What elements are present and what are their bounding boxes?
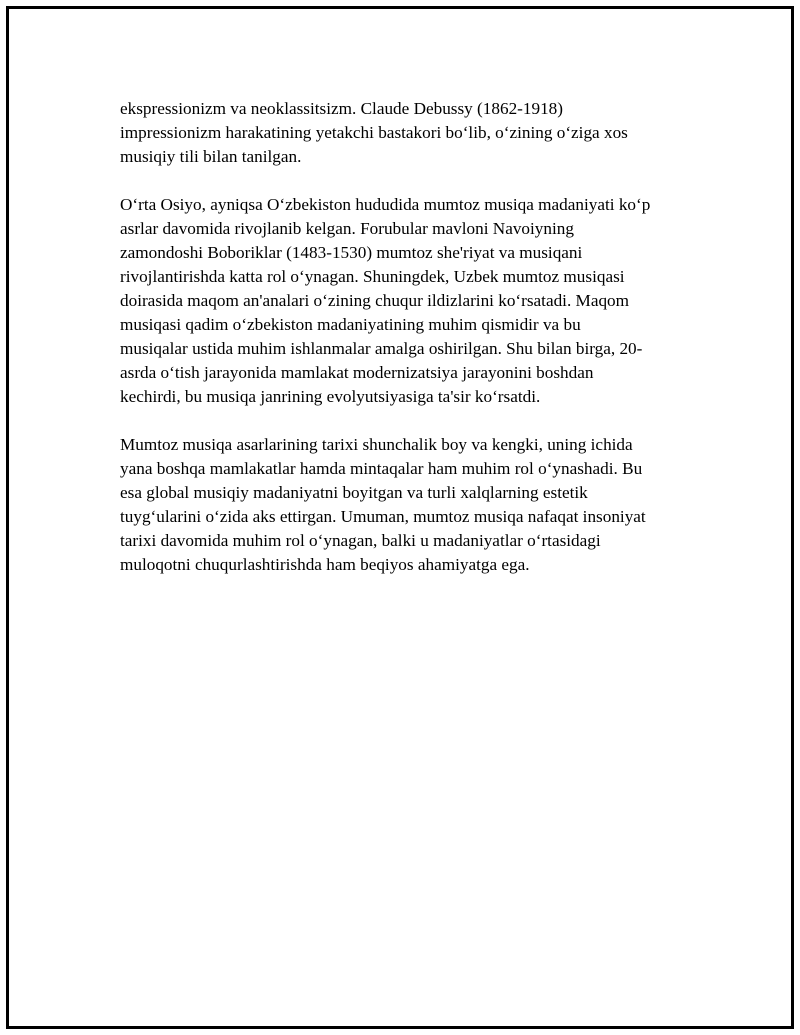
text-line: asrda o‘tish jarayonida mamlakat modernizatsiya jarayonini boshdan [120, 363, 594, 382]
paragraph-3 [120, 433, 700, 577]
text-line: O‘rta Osiyo, ayniqsa O‘zbekiston hududida mumtoz musiqa madaniyati ko‘p [120, 195, 651, 214]
text-line: asrlar davomida rivojlanib kelgan. Forubular mavloni Navoiyning [120, 219, 574, 238]
text-line: rivojlantirishda katta rol o‘ynagan. Shuningdek, Uzbek mumtoz musiqasi [120, 267, 625, 286]
document-body [120, 97, 700, 601]
text-line: esa global musiqiy madaniyatni boyitgan va turli xalqlarning estetik [120, 483, 588, 502]
text-line: zamondoshi Boboriklar (1483-1530) mumtoz she'riyat va musiqani [120, 243, 583, 262]
text-line: Mumtoz musiqa asarlarining tarixi shunchalik boy va kengki, uning ichida [120, 435, 633, 454]
text-line: kechirdi, bu musiqa janrining evolyutsiyasiga ta'sir ko‘rsatdi. [120, 387, 541, 406]
text-line: muloqotni chuqurlashtirishda ham beqiyos ahamiyatga ega. [120, 555, 530, 574]
text-line: musiqalar ustida muhim ishlanmalar amalga oshirilgan. Shu bilan birga, 20- [120, 339, 643, 358]
text-line: tarixi davomida muhim rol o‘ynagan, balki u madaniyatlar o‘rtasidagi [120, 531, 601, 550]
text-line: yana boshqa mamlakatlar hamda mintaqalar ham muhim rol o‘ynashadi. Bu [120, 459, 643, 478]
text-line: ekspressionizm va neoklassitsizm. Claude Debussy (1862-1918) [120, 99, 563, 118]
text-line: impressionizm harakatining yetakchi bastakori bo‘lib, o‘zining o‘ziga xos [120, 123, 628, 142]
text-line: doirasida maqom an'analari o‘zining chuqur ildizlarini ko‘rsatadi. Maqom [120, 291, 630, 310]
page-frame [6, 6, 794, 1029]
paragraph-2 [120, 193, 700, 409]
paragraph-1 [120, 97, 700, 169]
text-line: musiqiy tili bilan tanilgan. [120, 147, 302, 166]
text-line: tuyg‘ularini o‘zida aks ettirgan. Umuman, mumtoz musiqa nafaqat insoniyat [120, 507, 646, 526]
text-line: musiqasi qadim o‘zbekiston madaniyatining muhim qismidir va bu [120, 315, 581, 334]
